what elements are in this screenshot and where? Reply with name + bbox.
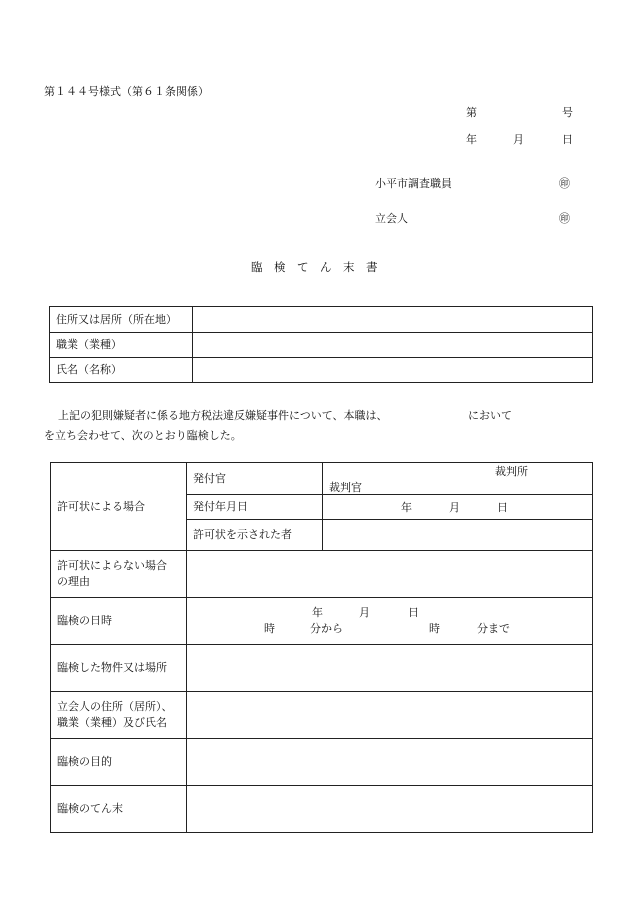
no-warrant-field[interactable] xyxy=(187,551,593,598)
dt-month: 月 xyxy=(359,606,370,619)
table-row xyxy=(51,598,593,645)
witness-label-line2: 職業（業種）及び氏名 xyxy=(57,716,167,729)
witness-header-label: 立会人 xyxy=(375,212,408,225)
result-label: 臨検のてん末 xyxy=(51,786,187,833)
occupation-field[interactable] xyxy=(193,333,593,358)
suspect-table xyxy=(49,306,593,383)
dai-label: 第 xyxy=(466,106,477,119)
issuer-label: 発付官 xyxy=(187,463,323,495)
body-text-line1: 上記の犯則嫌疑者に係る地方税法違反嫌疑事件について、本職は、 xyxy=(58,409,388,422)
dt-day: 日 xyxy=(408,606,419,619)
dt-year: 年 xyxy=(312,606,323,619)
issue-year: 年 xyxy=(401,501,412,514)
shown-to-label: 許可状を示された者 xyxy=(187,520,323,551)
judge-label: 裁判官 xyxy=(329,481,362,494)
form-number: 第１４４号様式（第６１条関係） xyxy=(44,85,209,98)
name-field[interactable] xyxy=(193,358,593,383)
court-label: 裁判所 xyxy=(495,465,528,478)
shown-to-field[interactable] xyxy=(323,520,593,551)
witness-seal-icon: ㊞ xyxy=(559,212,570,225)
document-title: 臨 検 て ん 末 書 xyxy=(251,260,378,274)
official-seal-icon: ㊞ xyxy=(559,177,570,190)
issue-date-field[interactable] xyxy=(323,495,593,520)
issue-month: 月 xyxy=(449,501,460,514)
table-row xyxy=(50,333,593,358)
issue-date-label: 発付年月日 xyxy=(187,495,323,520)
no-warrant-label xyxy=(51,551,187,598)
header-year: 年 xyxy=(466,133,477,146)
purpose-field[interactable] xyxy=(187,739,593,786)
witness-field[interactable] xyxy=(187,692,593,739)
dt-until: 分まで xyxy=(477,622,510,635)
place-field[interactable] xyxy=(187,645,593,692)
witness-label xyxy=(51,692,187,739)
table-row xyxy=(51,692,593,739)
table-row xyxy=(51,645,593,692)
table-row xyxy=(51,551,593,598)
issue-day: 日 xyxy=(497,501,508,514)
body-text-line2: を立ち会わせて、次のとおり臨検した。 xyxy=(44,429,242,442)
dt-hour: 時 xyxy=(264,622,275,635)
address-label: 住所又は居所（所在地） xyxy=(50,307,193,333)
inspection-table xyxy=(50,462,593,833)
body-text-location: において xyxy=(468,409,512,422)
dt-hour2: 時 xyxy=(429,622,440,635)
witness-label-line1: 立会人の住所（居所）、 xyxy=(57,700,173,714)
name-label: 氏名（名称） xyxy=(50,358,193,383)
header-month: 月 xyxy=(513,133,524,146)
header-day: 日 xyxy=(562,133,573,146)
warrant-label: 許可状による場合 xyxy=(51,463,187,551)
go-label: 号 xyxy=(562,106,573,119)
datetime-label: 臨検の日時 xyxy=(51,598,187,645)
table-row xyxy=(51,463,593,495)
datetime-field[interactable] xyxy=(187,598,593,645)
dt-from: 分から xyxy=(310,622,343,635)
address-field[interactable] xyxy=(193,307,593,333)
purpose-label: 臨検の目的 xyxy=(51,739,187,786)
official-label: 小平市調査職員 xyxy=(375,177,452,190)
table-row xyxy=(50,307,593,333)
table-row xyxy=(51,786,593,833)
table-row xyxy=(50,358,593,383)
no-warrant-label-line1: 許可状によらない場合 xyxy=(57,559,167,573)
issuer-field[interactable] xyxy=(323,463,593,495)
place-label: 臨検した物件又は場所 xyxy=(51,645,187,692)
result-field[interactable] xyxy=(187,786,593,833)
occupation-label: 職業（業種） xyxy=(50,333,193,358)
no-warrant-label-line2: の理由 xyxy=(57,575,90,588)
table-row xyxy=(51,739,593,786)
